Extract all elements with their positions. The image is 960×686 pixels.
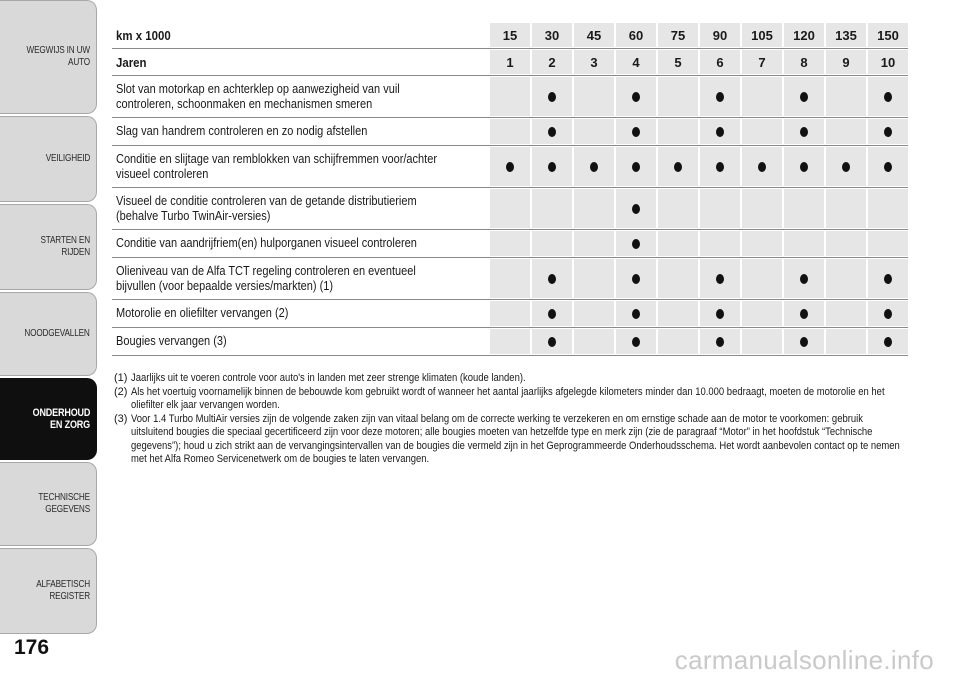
check-dot-icon bbox=[758, 162, 766, 172]
tab-label: ALFABETISCH REGISTER bbox=[36, 579, 90, 602]
km-cell: 120 bbox=[784, 23, 824, 47]
check-dot-icon bbox=[800, 274, 808, 284]
tab-noodgevallen[interactable] bbox=[0, 292, 97, 376]
schedule-cell bbox=[574, 329, 614, 354]
schedule-cell bbox=[658, 329, 698, 354]
km-cell: 135 bbox=[826, 23, 866, 47]
page-number: 176 bbox=[14, 636, 50, 659]
tab-label: VEILIGHEID bbox=[45, 153, 90, 164]
check-dot-icon bbox=[548, 274, 556, 284]
km-label: km x 1000 bbox=[116, 27, 171, 43]
tab-label: TECHNISCHE GEGEVENS bbox=[38, 492, 90, 515]
year-cell: 8 bbox=[784, 50, 824, 74]
schedule-cell bbox=[616, 189, 656, 228]
year-cell: 2 bbox=[532, 50, 572, 74]
schedule-cell bbox=[700, 329, 740, 354]
years-header-row bbox=[112, 49, 908, 76]
km-cell: 90 bbox=[700, 23, 740, 47]
years-label: Jaren bbox=[116, 54, 147, 70]
schedule-cell bbox=[784, 259, 824, 298]
schedule-cell bbox=[616, 77, 656, 116]
table-row bbox=[112, 76, 908, 118]
footnote: (3) Voor 1.4 Turbo MultiAir versies zijn de volgende zaken zijn van vitaal belang om de correcte werking te verzekeren en om ernstige schade aan de motor te voorkomen: gebruik uitsluitend bougies die speciaal gecertificeerd zijn voor deze motoren; alle bougies moeten van hetzelfde type en merk zijn (zie de paragraaf “Motor” in het hoofdstuk “Technische gegevens”); houd u zich strikt aan de vervangingsintervallen van de bougies die vermeld zijn in het Geprogrammeerde Onderhoudsschema. Het wordt aanbevolen contact op te nemen met het Alfa Romeo Servicenetwerk om de bougies te laten vervangen. bbox=[114, 412, 900, 465]
check-dot-icon bbox=[632, 274, 640, 284]
task-description: Slag van handrem controleren en zo nodig afstellen bbox=[116, 124, 368, 138]
check-dot-icon bbox=[674, 162, 682, 172]
schedule-cell bbox=[490, 329, 530, 354]
check-dot-icon bbox=[632, 92, 640, 102]
schedule-cell bbox=[742, 77, 782, 116]
schedule-cell bbox=[868, 147, 908, 186]
year-cell: 4 bbox=[616, 50, 656, 74]
schedule-cell bbox=[658, 77, 698, 116]
table-row bbox=[112, 300, 908, 328]
year-cell: 9 bbox=[826, 50, 866, 74]
footnote: (2) Als het voertuig voornamelijk binnen de bebouwde kom gebruikt wordt of wanneer het aantal jaarlijks afgelegde kilometers minder dan 10.000 bedraagt, moeten de motorolie en het oliefilter elk jaar vervangen worden. bbox=[114, 385, 885, 411]
schedule-cell bbox=[700, 189, 740, 228]
schedule-cell bbox=[700, 77, 740, 116]
schedule-cell bbox=[574, 189, 614, 228]
check-dot-icon bbox=[716, 127, 724, 137]
schedule-cell bbox=[658, 147, 698, 186]
schedule-cell bbox=[742, 231, 782, 256]
check-dot-icon bbox=[800, 92, 808, 102]
km-cell: 30 bbox=[532, 23, 572, 47]
tab-label: STARTEN EN RIJDEN bbox=[40, 235, 90, 258]
km-cell: 60 bbox=[616, 23, 656, 47]
km-cell: 75 bbox=[658, 23, 698, 47]
table-row bbox=[112, 328, 908, 356]
year-cell: 5 bbox=[658, 50, 698, 74]
schedule-cell bbox=[826, 189, 866, 228]
schedule-cell bbox=[700, 301, 740, 326]
schedule-cell bbox=[784, 301, 824, 326]
table-row bbox=[112, 230, 908, 258]
schedule-cell bbox=[616, 259, 656, 298]
schedule-cell bbox=[784, 119, 824, 144]
schedule-cell bbox=[574, 231, 614, 256]
footnotes bbox=[114, 372, 910, 467]
km-cell: 150 bbox=[868, 23, 908, 47]
check-dot-icon bbox=[506, 162, 514, 172]
schedule-cell bbox=[826, 329, 866, 354]
check-dot-icon bbox=[632, 337, 640, 347]
task-description: Motorolie en oliefilter vervangen (2) bbox=[116, 306, 289, 320]
schedule-cell bbox=[616, 147, 656, 186]
check-dot-icon bbox=[548, 127, 556, 137]
km-cell: 15 bbox=[490, 23, 530, 47]
check-dot-icon bbox=[884, 162, 892, 172]
check-dot-icon bbox=[590, 162, 598, 172]
km-header-row bbox=[112, 22, 908, 49]
check-dot-icon bbox=[842, 162, 850, 172]
schedule-cell bbox=[742, 119, 782, 144]
check-dot-icon bbox=[632, 239, 640, 249]
schedule-cell bbox=[490, 259, 530, 298]
schedule-cell bbox=[616, 119, 656, 144]
schedule-cell bbox=[490, 189, 530, 228]
schedule-cell bbox=[826, 147, 866, 186]
tab-label: NOODGEVALLEN bbox=[24, 328, 90, 339]
schedule-cell bbox=[742, 329, 782, 354]
schedule-cell bbox=[742, 189, 782, 228]
tab-veiligheid[interactable] bbox=[0, 116, 97, 202]
schedule-cell bbox=[574, 301, 614, 326]
schedule-cell bbox=[784, 329, 824, 354]
schedule-cell bbox=[532, 301, 572, 326]
schedule-cell bbox=[616, 301, 656, 326]
check-dot-icon bbox=[800, 127, 808, 137]
schedule-cell bbox=[826, 301, 866, 326]
check-dot-icon bbox=[716, 309, 724, 319]
check-dot-icon bbox=[884, 92, 892, 102]
schedule-cell bbox=[490, 231, 530, 256]
table-row bbox=[112, 258, 908, 300]
check-dot-icon bbox=[548, 309, 556, 319]
schedule-cell bbox=[532, 259, 572, 298]
schedule-cell bbox=[532, 189, 572, 228]
schedule-cell bbox=[784, 189, 824, 228]
check-dot-icon bbox=[548, 337, 556, 347]
schedule-cell bbox=[490, 301, 530, 326]
schedule-cell bbox=[700, 147, 740, 186]
year-cell: 1 bbox=[490, 50, 530, 74]
schedule-cell bbox=[490, 77, 530, 116]
check-dot-icon bbox=[716, 337, 724, 347]
schedule-cell bbox=[700, 231, 740, 256]
schedule-cell bbox=[868, 301, 908, 326]
schedule-cell bbox=[784, 231, 824, 256]
table-row bbox=[112, 188, 908, 230]
year-cell: 3 bbox=[574, 50, 614, 74]
check-dot-icon bbox=[800, 309, 808, 319]
task-description: Visueel de conditie controleren van de getande distributieriem (behalve Turbo TwinAir-versies) bbox=[116, 193, 417, 223]
chapter-tabs bbox=[0, 0, 100, 640]
tab-wegwijs-in-uw-auto[interactable] bbox=[0, 0, 97, 114]
schedule-cell bbox=[574, 77, 614, 116]
year-cell: 10 bbox=[868, 50, 908, 74]
check-dot-icon bbox=[884, 337, 892, 347]
task-description: Conditie van aandrijfriem(en) hulporganen visueel controleren bbox=[116, 236, 417, 250]
schedule-cell bbox=[700, 259, 740, 298]
check-dot-icon bbox=[884, 309, 892, 319]
schedule-cell bbox=[490, 147, 530, 186]
watermark: carmanualsonline.info bbox=[674, 645, 934, 675]
schedule-cell bbox=[574, 147, 614, 186]
tab-onderhoud-en-zorg[interactable] bbox=[0, 378, 97, 460]
schedule-cell bbox=[868, 329, 908, 354]
schedule-cell bbox=[868, 189, 908, 228]
schedule-cell bbox=[826, 119, 866, 144]
schedule-cell bbox=[616, 231, 656, 256]
schedule-cell bbox=[658, 301, 698, 326]
table-row bbox=[112, 146, 908, 188]
schedule-cell bbox=[532, 77, 572, 116]
schedule-cell bbox=[532, 329, 572, 354]
task-description: Conditie en slijtage van remblokken van schijfremmen voor/achter visueel controleren bbox=[116, 151, 437, 181]
task-description: Olieniveau van de Alfa TCT regeling controleren en eventueel bijvullen (voor bepaalde versies/markten) (1) bbox=[116, 263, 416, 293]
tab-starten-en-rijden[interactable] bbox=[0, 204, 97, 290]
check-dot-icon bbox=[884, 274, 892, 284]
schedule-cell bbox=[658, 119, 698, 144]
schedule-cell bbox=[532, 147, 572, 186]
schedule-cell bbox=[742, 301, 782, 326]
schedule-cell bbox=[826, 231, 866, 256]
check-dot-icon bbox=[632, 204, 640, 214]
year-cell: 7 bbox=[742, 50, 782, 74]
task-description: Bougies vervangen (3) bbox=[116, 334, 227, 348]
schedule-cell bbox=[868, 119, 908, 144]
schedule-cell bbox=[742, 259, 782, 298]
tab-technische-gegevens[interactable] bbox=[0, 462, 97, 546]
check-dot-icon bbox=[716, 274, 724, 284]
check-dot-icon bbox=[632, 162, 640, 172]
schedule-cell bbox=[868, 259, 908, 298]
schedule-cell bbox=[658, 189, 698, 228]
check-dot-icon bbox=[632, 309, 640, 319]
schedule-cell bbox=[868, 77, 908, 116]
schedule-cell bbox=[826, 77, 866, 116]
check-dot-icon bbox=[800, 162, 808, 172]
schedule-cell bbox=[784, 147, 824, 186]
schedule-cell bbox=[658, 231, 698, 256]
schedule-cell bbox=[868, 231, 908, 256]
check-dot-icon bbox=[548, 92, 556, 102]
year-cell: 6 bbox=[700, 50, 740, 74]
check-dot-icon bbox=[716, 162, 724, 172]
schedule-cell bbox=[532, 119, 572, 144]
tab-label: ONDERHOUD EN ZORG bbox=[32, 407, 91, 431]
schedule-cell bbox=[616, 329, 656, 354]
footnote: (1) Jaarlijks uit te voeren controle voor auto's in landen met zeer strenge klimaten (koude landen). bbox=[114, 372, 526, 384]
schedule-cell bbox=[574, 259, 614, 298]
schedule-cell bbox=[784, 77, 824, 116]
tab-alfabetisch-register[interactable] bbox=[0, 548, 97, 634]
km-cell: 45 bbox=[574, 23, 614, 47]
task-description: Slot van motorkap en achterklep op aanwezigheid van vuil controleren, schoonmaken en mechanismen smeren bbox=[116, 81, 400, 111]
schedule-cell bbox=[742, 147, 782, 186]
check-dot-icon bbox=[716, 92, 724, 102]
km-cell: 105 bbox=[742, 23, 782, 47]
check-dot-icon bbox=[884, 127, 892, 137]
check-dot-icon bbox=[632, 127, 640, 137]
check-dot-icon bbox=[800, 337, 808, 347]
schedule-cell bbox=[700, 119, 740, 144]
check-dot-icon bbox=[548, 162, 556, 172]
schedule-cell bbox=[490, 119, 530, 144]
table-row bbox=[112, 118, 908, 146]
tab-label: WEGWIJS IN UW AUTO bbox=[26, 45, 90, 68]
schedule-cell bbox=[532, 231, 572, 256]
schedule-cell bbox=[658, 259, 698, 298]
schedule-cell bbox=[574, 119, 614, 144]
maintenance-schedule-table bbox=[112, 22, 908, 356]
schedule-cell bbox=[826, 259, 866, 298]
